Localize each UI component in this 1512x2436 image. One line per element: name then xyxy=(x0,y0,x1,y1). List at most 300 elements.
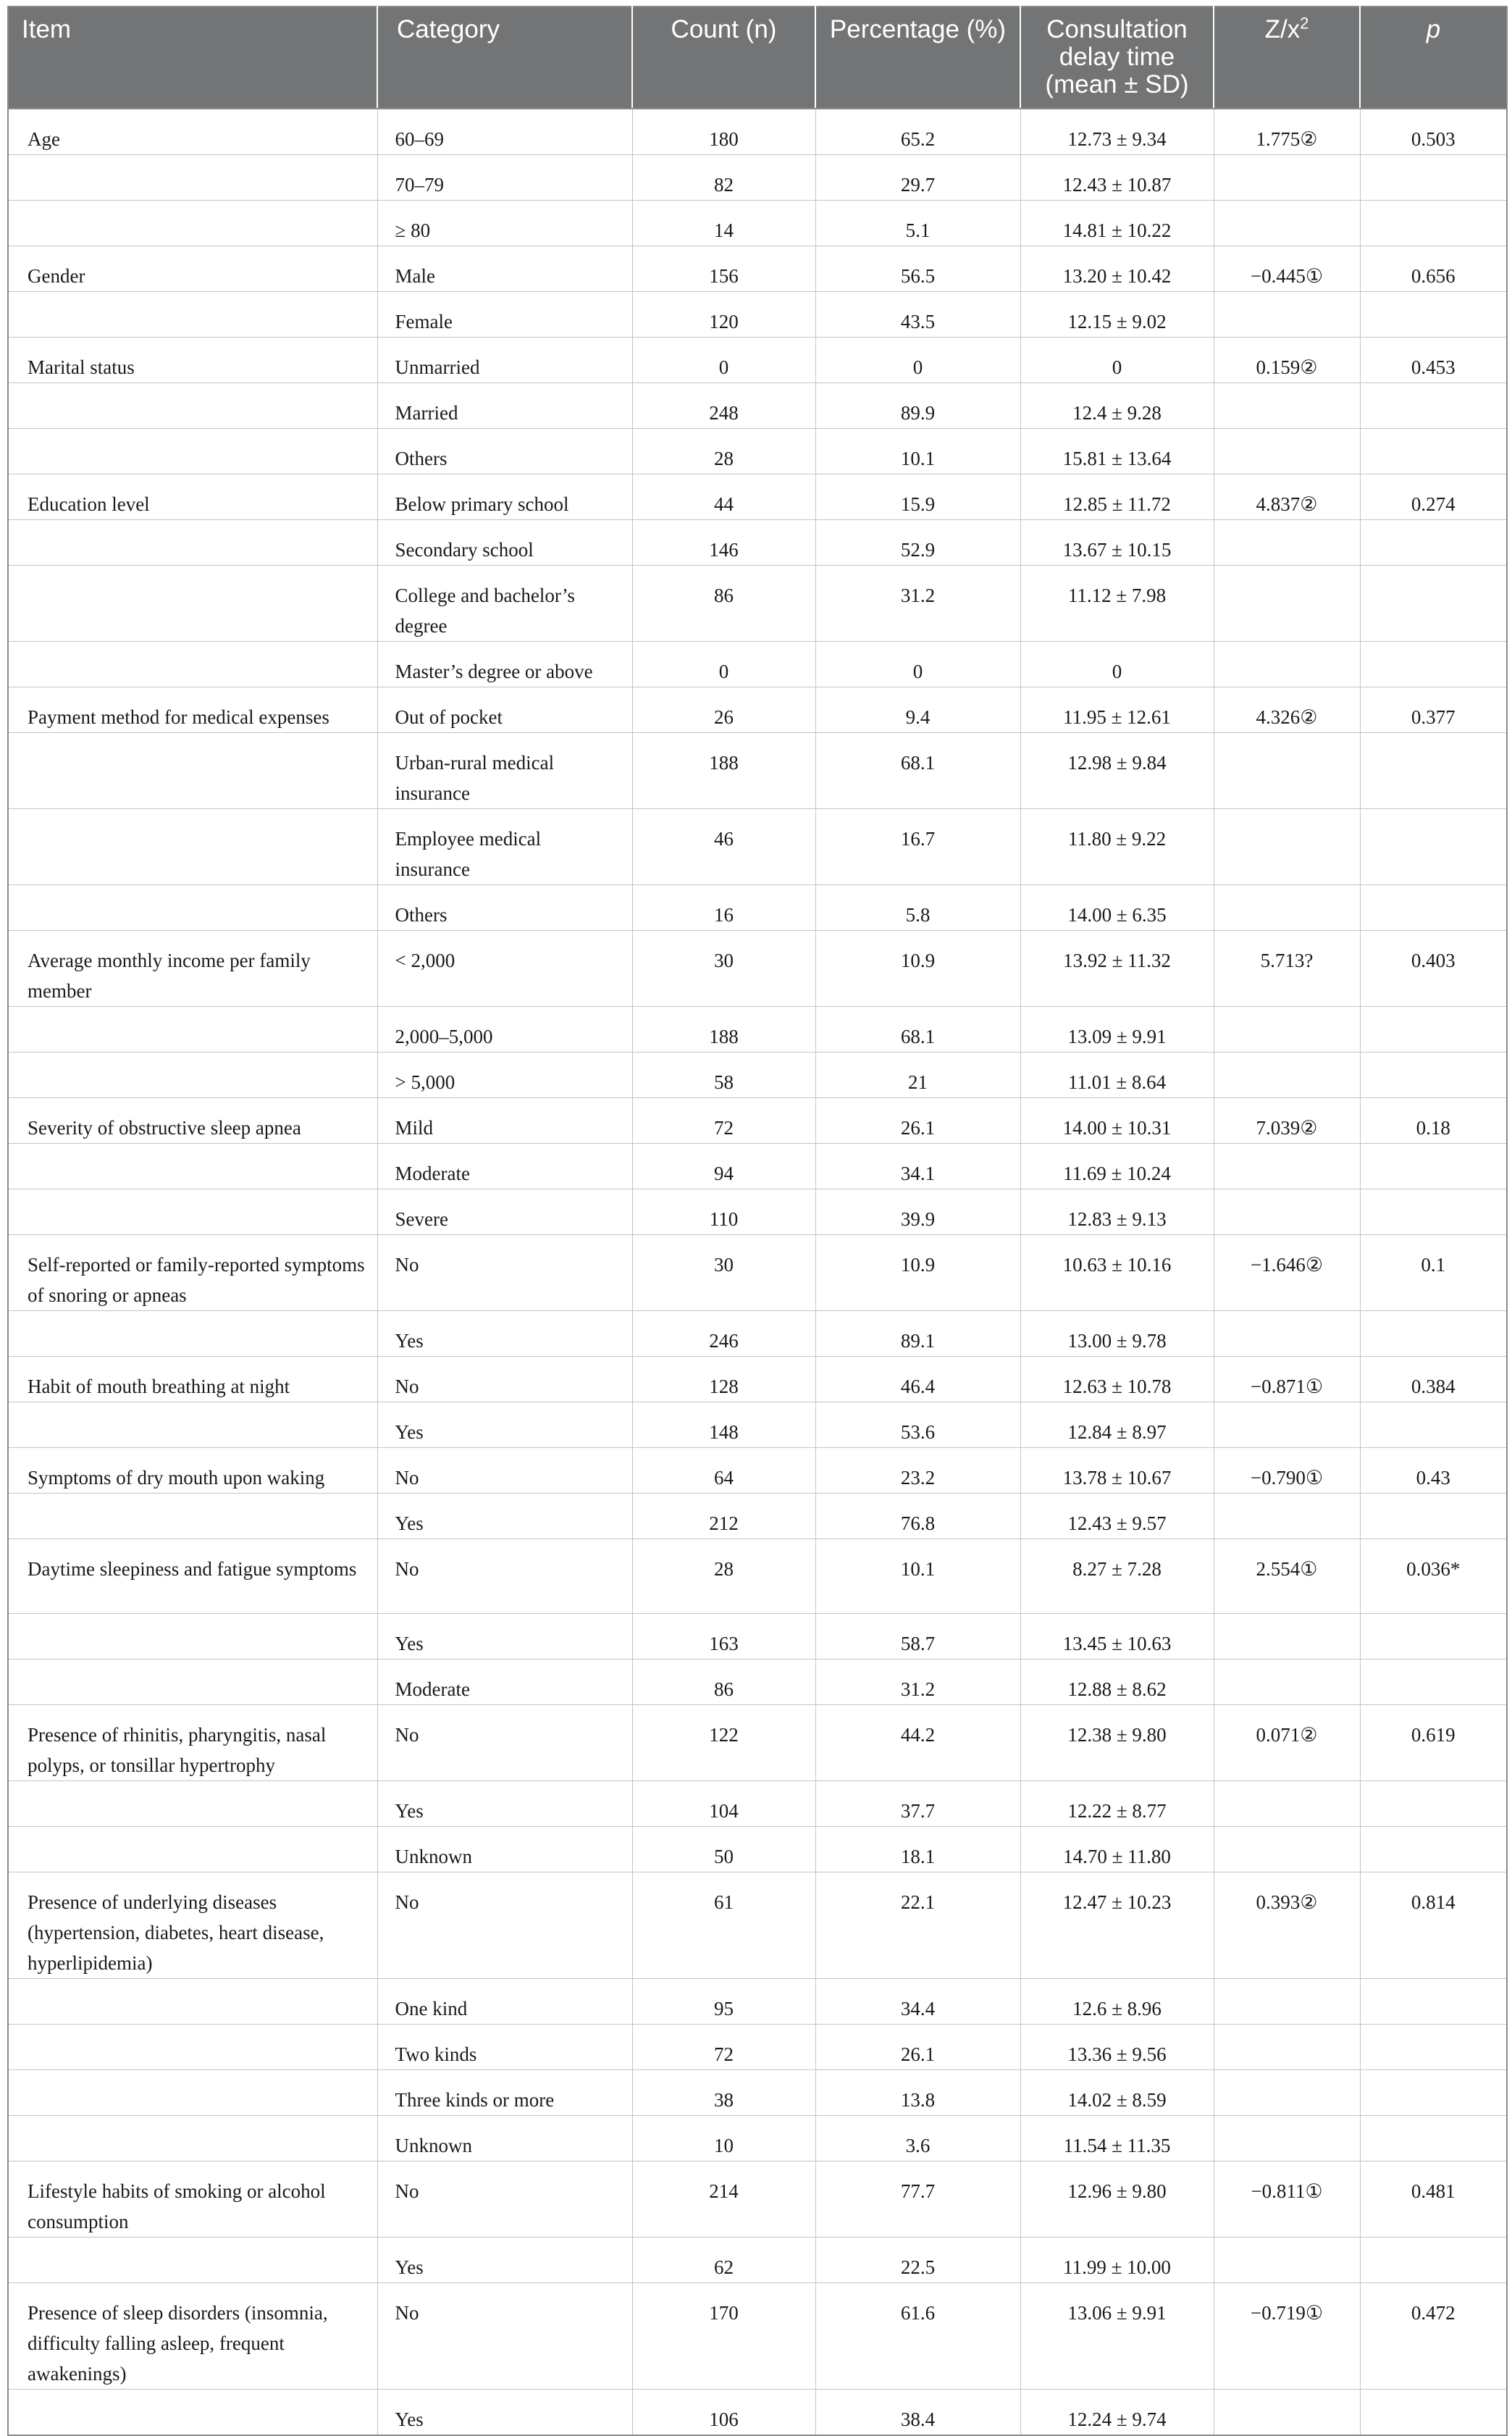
cell-category: Female xyxy=(377,292,632,338)
cell-percentage: 10.1 xyxy=(815,1539,1020,1614)
cell-p xyxy=(1360,155,1507,201)
cell-category: Others xyxy=(377,885,632,931)
cell-statistic xyxy=(1214,642,1360,687)
cell-item: Self-reported or family-reported symptoms of snoring or apneas xyxy=(8,1235,377,1311)
cell-percentage: 10.9 xyxy=(815,1235,1020,1311)
cell-statistic xyxy=(1214,1781,1360,1827)
cell-p xyxy=(1360,1614,1507,1659)
cell-item: Presence of sleep disorders (insomnia, difficulty falling asleep, frequent awakenings) xyxy=(8,2283,377,2390)
cell-count: 44 xyxy=(632,474,815,520)
cell-percentage: 68.1 xyxy=(815,733,1020,809)
cell-p xyxy=(1360,2390,1507,2436)
table-row xyxy=(8,2283,1507,2390)
table-row xyxy=(8,1448,1507,1494)
cell-category: Two kinds xyxy=(377,2025,632,2070)
cell-count: 38 xyxy=(632,2070,815,2116)
cell-p xyxy=(1360,1979,1507,2025)
cell-category: Yes xyxy=(377,1494,632,1539)
cell-delay: 14.70 ± 11.80 xyxy=(1020,1827,1214,1872)
cell-delay: 13.20 ± 10.42 xyxy=(1020,246,1214,292)
cell-percentage: 22.5 xyxy=(815,2238,1020,2283)
cell-delay: 14.00 ± 6.35 xyxy=(1020,885,1214,931)
cell-delay: 12.88 ± 8.62 xyxy=(1020,1659,1214,1705)
cell-count: 106 xyxy=(632,2390,815,2436)
cell-category: Yes xyxy=(377,2238,632,2283)
cell-count: 86 xyxy=(632,1659,815,1705)
cell-statistic: 0.393② xyxy=(1214,1872,1360,1979)
cell-item xyxy=(8,1007,377,1052)
cell-percentage: 26.1 xyxy=(815,1098,1020,1144)
table-row xyxy=(8,1235,1507,1311)
cell-statistic xyxy=(1214,2070,1360,2116)
header-count: Count (n) xyxy=(632,7,815,109)
cell-category: One kind xyxy=(377,1979,632,2025)
cell-statistic: 0.159② xyxy=(1214,338,1360,383)
cell-p xyxy=(1360,429,1507,474)
cell-count: 214 xyxy=(632,2161,815,2238)
cell-item xyxy=(8,1052,377,1098)
cell-p xyxy=(1360,885,1507,931)
cell-p xyxy=(1360,809,1507,885)
cell-delay: 11.95 ± 12.61 xyxy=(1020,687,1214,733)
cell-statistic xyxy=(1214,1311,1360,1357)
table-row xyxy=(8,1827,1507,1872)
table-row xyxy=(8,2161,1507,2238)
table-header-row xyxy=(8,7,1507,109)
cell-count: 248 xyxy=(632,383,815,429)
cell-item: Age xyxy=(8,109,377,155)
cell-percentage: 56.5 xyxy=(815,246,1020,292)
cell-percentage: 18.1 xyxy=(815,1827,1020,1872)
cell-percentage: 38.4 xyxy=(815,2390,1020,2436)
cell-statistic xyxy=(1214,1007,1360,1052)
cell-delay: 10.63 ± 10.16 xyxy=(1020,1235,1214,1311)
cell-p: 0.403 xyxy=(1360,931,1507,1007)
cell-category: Male xyxy=(377,246,632,292)
cell-p xyxy=(1360,1052,1507,1098)
cell-count: 95 xyxy=(632,1979,815,2025)
cell-delay: 12.96 ± 9.80 xyxy=(1020,2161,1214,2238)
cell-count: 14 xyxy=(632,201,815,246)
cell-p: 0.274 xyxy=(1360,474,1507,520)
cell-item: Presence of underlying diseases (hypertension, diabetes, heart disease, hyperlipidemia) xyxy=(8,1872,377,1979)
cell-category: Master’s degree or above xyxy=(377,642,632,687)
cell-category: Below primary school xyxy=(377,474,632,520)
cell-count: 28 xyxy=(632,1539,815,1614)
cell-category: Others xyxy=(377,429,632,474)
header-statistic xyxy=(1214,7,1360,109)
header-item: Item xyxy=(8,7,377,109)
cell-item: Habit of mouth breathing at night xyxy=(8,1357,377,1402)
cell-count: 0 xyxy=(632,338,815,383)
cell-p: 0.1 xyxy=(1360,1235,1507,1311)
cell-statistic xyxy=(1214,2390,1360,2436)
header-statistic-superscript: 2 xyxy=(1300,14,1309,33)
cell-count: 61 xyxy=(632,1872,815,1979)
cell-statistic xyxy=(1214,1189,1360,1235)
table-row xyxy=(8,1052,1507,1098)
cell-p: 0.453 xyxy=(1360,338,1507,383)
cell-percentage: 26.1 xyxy=(815,2025,1020,2070)
cell-statistic: −0.445① xyxy=(1214,246,1360,292)
cell-item xyxy=(8,642,377,687)
cell-statistic xyxy=(1214,1494,1360,1539)
cell-p: 0.472 xyxy=(1360,2283,1507,2390)
cell-item: Symptoms of dry mouth upon waking xyxy=(8,1448,377,1494)
cell-statistic xyxy=(1214,1144,1360,1189)
cell-item xyxy=(8,201,377,246)
cell-p xyxy=(1360,1659,1507,1705)
cell-p xyxy=(1360,292,1507,338)
cell-category: Secondary school xyxy=(377,520,632,566)
cell-p xyxy=(1360,1494,1507,1539)
cell-statistic: 1.775② xyxy=(1214,109,1360,155)
table-row xyxy=(8,1402,1507,1448)
cell-count: 10 xyxy=(632,2116,815,2161)
table-row xyxy=(8,1659,1507,1705)
cell-percentage: 31.2 xyxy=(815,1659,1020,1705)
cell-count: 64 xyxy=(632,1448,815,1494)
cell-delay: 11.54 ± 11.35 xyxy=(1020,2116,1214,2161)
table-row xyxy=(8,733,1507,809)
cell-delay: 12.22 ± 8.77 xyxy=(1020,1781,1214,1827)
cell-statistic xyxy=(1214,201,1360,246)
cell-statistic xyxy=(1214,1402,1360,1448)
cell-item: Severity of obstructive sleep apnea xyxy=(8,1098,377,1144)
cell-count: 30 xyxy=(632,1235,815,1311)
table-row xyxy=(8,566,1507,642)
cell-statistic xyxy=(1214,885,1360,931)
cell-delay: 14.02 ± 8.59 xyxy=(1020,2070,1214,2116)
cell-count: 0 xyxy=(632,642,815,687)
cell-item xyxy=(8,1144,377,1189)
cell-p xyxy=(1360,2116,1507,2161)
cell-item xyxy=(8,2390,377,2436)
cell-percentage: 39.9 xyxy=(815,1189,1020,1235)
cell-count: 122 xyxy=(632,1705,815,1781)
cell-p: 0.481 xyxy=(1360,2161,1507,2238)
cell-p: 0.619 xyxy=(1360,1705,1507,1781)
cell-percentage: 53.6 xyxy=(815,1402,1020,1448)
cell-p: 0.036* xyxy=(1360,1539,1507,1614)
cell-delay: 13.45 ± 10.63 xyxy=(1020,1614,1214,1659)
table-row xyxy=(8,246,1507,292)
table-row xyxy=(8,1705,1507,1781)
cell-delay: 11.01 ± 8.64 xyxy=(1020,1052,1214,1098)
cell-statistic xyxy=(1214,1659,1360,1705)
cell-delay: 0 xyxy=(1020,338,1214,383)
cell-statistic xyxy=(1214,292,1360,338)
cell-statistic xyxy=(1214,733,1360,809)
cell-count: 180 xyxy=(632,109,815,155)
cell-statistic xyxy=(1214,2238,1360,2283)
header-p-label: p xyxy=(1426,15,1441,43)
table-row xyxy=(8,1539,1507,1614)
cell-category: Unknown xyxy=(377,1827,632,1872)
table-row xyxy=(8,1872,1507,1979)
cell-p: 0.18 xyxy=(1360,1098,1507,1144)
cell-statistic xyxy=(1214,383,1360,429)
cell-statistic xyxy=(1214,566,1360,642)
cell-item xyxy=(8,429,377,474)
cell-item xyxy=(8,809,377,885)
cell-delay: 13.78 ± 10.67 xyxy=(1020,1448,1214,1494)
cell-count: 72 xyxy=(632,2025,815,2070)
cell-p: 0.503 xyxy=(1360,109,1507,155)
data-table xyxy=(7,6,1508,2436)
cell-percentage: 0 xyxy=(815,338,1020,383)
table-row xyxy=(8,201,1507,246)
cell-delay: 12.43 ± 10.87 xyxy=(1020,155,1214,201)
cell-item xyxy=(8,1402,377,1448)
cell-delay: 12.85 ± 11.72 xyxy=(1020,474,1214,520)
cell-count: 16 xyxy=(632,885,815,931)
cell-item: Gender xyxy=(8,246,377,292)
cell-item xyxy=(8,2116,377,2161)
table-row xyxy=(8,338,1507,383)
cell-p xyxy=(1360,2238,1507,2283)
table-row xyxy=(8,1357,1507,1402)
cell-category: No xyxy=(377,2161,632,2238)
cell-statistic: 4.837② xyxy=(1214,474,1360,520)
cell-item xyxy=(8,2025,377,2070)
table-row xyxy=(8,809,1507,885)
cell-item: Lifestyle habits of smoking or alcohol consumption xyxy=(8,2161,377,2238)
cell-statistic xyxy=(1214,520,1360,566)
cell-category: Yes xyxy=(377,1402,632,1448)
cell-category: Unmarried xyxy=(377,338,632,383)
cell-percentage: 61.6 xyxy=(815,2283,1020,2390)
cell-percentage: 37.7 xyxy=(815,1781,1020,1827)
cell-percentage: 23.2 xyxy=(815,1448,1020,1494)
cell-item xyxy=(8,2238,377,2283)
cell-percentage: 43.5 xyxy=(815,292,1020,338)
cell-p xyxy=(1360,642,1507,687)
cell-statistic: 7.039② xyxy=(1214,1098,1360,1144)
cell-delay: 12.63 ± 10.78 xyxy=(1020,1357,1214,1402)
cell-percentage: 10.9 xyxy=(815,931,1020,1007)
table-row xyxy=(8,1098,1507,1144)
cell-category: No xyxy=(377,1235,632,1311)
cell-p xyxy=(1360,1781,1507,1827)
header-category: Category xyxy=(377,7,632,109)
cell-p xyxy=(1360,201,1507,246)
cell-delay: 11.69 ± 10.24 xyxy=(1020,1144,1214,1189)
cell-delay: 0 xyxy=(1020,642,1214,687)
cell-p xyxy=(1360,383,1507,429)
cell-item: Average monthly income per family member xyxy=(8,931,377,1007)
cell-count: 156 xyxy=(632,246,815,292)
cell-delay: 14.81 ± 10.22 xyxy=(1020,201,1214,246)
cell-item: Marital status xyxy=(8,338,377,383)
cell-category: No xyxy=(377,1872,632,1979)
cell-count: 104 xyxy=(632,1781,815,1827)
cell-count: 94 xyxy=(632,1144,815,1189)
cell-count: 72 xyxy=(632,1098,815,1144)
cell-p xyxy=(1360,566,1507,642)
cell-category: No xyxy=(377,1539,632,1614)
cell-category: Mild xyxy=(377,1098,632,1144)
cell-count: 188 xyxy=(632,733,815,809)
cell-category: 60–69 xyxy=(377,109,632,155)
cell-statistic: −0.811① xyxy=(1214,2161,1360,2238)
cell-percentage: 3.6 xyxy=(815,2116,1020,2161)
cell-item: Daytime sleepiness and fatigue symptoms xyxy=(8,1539,377,1614)
cell-category: No xyxy=(377,2283,632,2390)
cell-item xyxy=(8,1494,377,1539)
cell-delay: 12.47 ± 10.23 xyxy=(1020,1872,1214,1979)
cell-item xyxy=(8,383,377,429)
cell-statistic: −0.790① xyxy=(1214,1448,1360,1494)
header-statistic-label: Z/x xyxy=(1264,15,1301,43)
cell-item xyxy=(8,1614,377,1659)
cell-category: Yes xyxy=(377,1311,632,1357)
cell-p: 0.43 xyxy=(1360,1448,1507,1494)
cell-percentage: 89.9 xyxy=(815,383,1020,429)
cell-count: 188 xyxy=(632,1007,815,1052)
table-row xyxy=(8,429,1507,474)
cell-delay: 12.73 ± 9.34 xyxy=(1020,109,1214,155)
cell-statistic: 5.713? xyxy=(1214,931,1360,1007)
cell-item xyxy=(8,2070,377,2116)
table-row xyxy=(8,1781,1507,1827)
cell-category: No xyxy=(377,1448,632,1494)
cell-category: > 5,000 xyxy=(377,1052,632,1098)
cell-percentage: 0 xyxy=(815,642,1020,687)
table-row xyxy=(8,292,1507,338)
cell-p xyxy=(1360,1189,1507,1235)
header-p xyxy=(1360,7,1507,109)
table-row xyxy=(8,109,1507,155)
cell-count: 128 xyxy=(632,1357,815,1402)
cell-count: 212 xyxy=(632,1494,815,1539)
cell-item xyxy=(8,1979,377,2025)
cell-statistic: −1.646② xyxy=(1214,1235,1360,1311)
cell-statistic xyxy=(1214,1614,1360,1659)
cell-percentage: 21 xyxy=(815,1052,1020,1098)
table-row xyxy=(8,1311,1507,1357)
table-row xyxy=(8,2238,1507,2283)
table-row xyxy=(8,2390,1507,2436)
cell-item xyxy=(8,733,377,809)
table-row xyxy=(8,1614,1507,1659)
table-row xyxy=(8,1189,1507,1235)
cell-statistic: −0.871① xyxy=(1214,1357,1360,1402)
cell-category: Out of pocket xyxy=(377,687,632,733)
cell-p xyxy=(1360,1402,1507,1448)
cell-delay: 11.12 ± 7.98 xyxy=(1020,566,1214,642)
cell-category: Unknown xyxy=(377,2116,632,2161)
cell-count: 86 xyxy=(632,566,815,642)
cell-statistic: 0.071② xyxy=(1214,1705,1360,1781)
table-row xyxy=(8,2070,1507,2116)
table-row xyxy=(8,1007,1507,1052)
cell-category: Employee medical insurance xyxy=(377,809,632,885)
table-row xyxy=(8,1144,1507,1189)
cell-delay: 12.15 ± 9.02 xyxy=(1020,292,1214,338)
cell-count: 30 xyxy=(632,931,815,1007)
table-row xyxy=(8,885,1507,931)
cell-p xyxy=(1360,1827,1507,1872)
table-row xyxy=(8,155,1507,201)
table-row xyxy=(8,2116,1507,2161)
cell-count: 110 xyxy=(632,1189,815,1235)
cell-count: 82 xyxy=(632,155,815,201)
cell-delay: 8.27 ± 7.28 xyxy=(1020,1539,1214,1614)
cell-p: 0.656 xyxy=(1360,246,1507,292)
cell-percentage: 65.2 xyxy=(815,109,1020,155)
table-row xyxy=(8,642,1507,687)
cell-p xyxy=(1360,2025,1507,2070)
cell-count: 148 xyxy=(632,1402,815,1448)
cell-item xyxy=(8,292,377,338)
cell-category: No xyxy=(377,1357,632,1402)
cell-percentage: 16.7 xyxy=(815,809,1020,885)
cell-delay: 12.38 ± 9.80 xyxy=(1020,1705,1214,1781)
cell-category: Moderate xyxy=(377,1144,632,1189)
cell-statistic: 4.326② xyxy=(1214,687,1360,733)
cell-category: Yes xyxy=(377,1781,632,1827)
cell-delay: 13.00 ± 9.78 xyxy=(1020,1311,1214,1357)
cell-p: 0.377 xyxy=(1360,687,1507,733)
cell-statistic xyxy=(1214,1827,1360,1872)
cell-category: No xyxy=(377,1705,632,1781)
cell-statistic: −0.719① xyxy=(1214,2283,1360,2390)
cell-category: Severe xyxy=(377,1189,632,1235)
cell-statistic xyxy=(1214,155,1360,201)
cell-category: Moderate xyxy=(377,1659,632,1705)
cell-delay: 12.4 ± 9.28 xyxy=(1020,383,1214,429)
cell-category: College and bachelor’s degree xyxy=(377,566,632,642)
cell-percentage: 9.4 xyxy=(815,687,1020,733)
cell-item xyxy=(8,885,377,931)
cell-delay: 13.36 ± 9.56 xyxy=(1020,2025,1214,2070)
cell-count: 26 xyxy=(632,687,815,733)
cell-statistic xyxy=(1214,809,1360,885)
table-row xyxy=(8,383,1507,429)
header-percentage: Percentage (%) xyxy=(815,7,1020,109)
cell-percentage: 13.8 xyxy=(815,2070,1020,2116)
cell-percentage: 89.1 xyxy=(815,1311,1020,1357)
cell-delay: 12.43 ± 9.57 xyxy=(1020,1494,1214,1539)
cell-item: Education level xyxy=(8,474,377,520)
table-row xyxy=(8,687,1507,733)
cell-delay: 15.81 ± 13.64 xyxy=(1020,429,1214,474)
cell-percentage: 15.9 xyxy=(815,474,1020,520)
cell-item: Presence of rhinitis, pharyngitis, nasal polyps, or tonsillar hypertrophy xyxy=(8,1705,377,1781)
cell-count: 146 xyxy=(632,520,815,566)
cell-category: Urban-rural medical insurance xyxy=(377,733,632,809)
cell-statistic xyxy=(1214,1052,1360,1098)
table-row xyxy=(8,1494,1507,1539)
cell-p: 0.814 xyxy=(1360,1872,1507,1979)
cell-statistic xyxy=(1214,2025,1360,2070)
cell-delay: 12.83 ± 9.13 xyxy=(1020,1189,1214,1235)
cell-statistic xyxy=(1214,429,1360,474)
cell-count: 246 xyxy=(632,1311,815,1357)
cell-delay: 13.67 ± 10.15 xyxy=(1020,520,1214,566)
cell-category: ≥ 80 xyxy=(377,201,632,246)
cell-item xyxy=(8,1781,377,1827)
cell-delay: 14.00 ± 10.31 xyxy=(1020,1098,1214,1144)
cell-count: 50 xyxy=(632,1827,815,1872)
cell-percentage: 22.1 xyxy=(815,1872,1020,1979)
cell-percentage: 52.9 xyxy=(815,520,1020,566)
cell-percentage: 5.8 xyxy=(815,885,1020,931)
cell-count: 58 xyxy=(632,1052,815,1098)
cell-percentage: 77.7 xyxy=(815,2161,1020,2238)
cell-delay: 12.84 ± 8.97 xyxy=(1020,1402,1214,1448)
